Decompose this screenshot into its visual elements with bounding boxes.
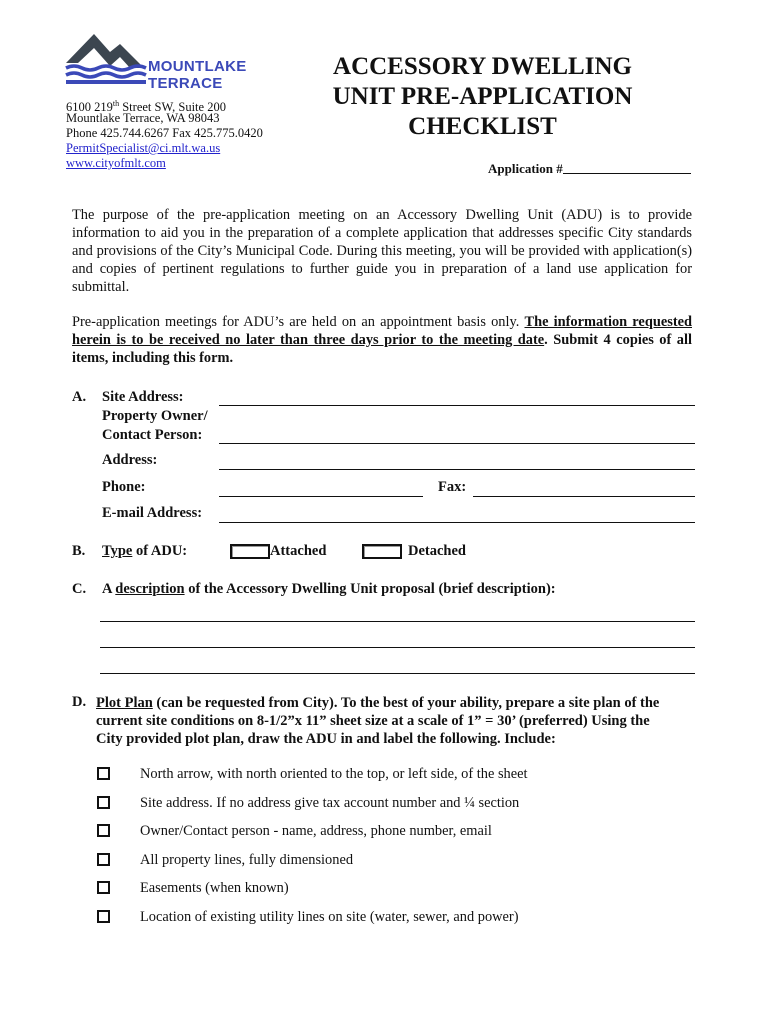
checkbox-icon[interactable]: [97, 796, 110, 809]
fax-field[interactable]: [473, 496, 695, 497]
checklist-item: Site address. If no address give tax account number and ¼ section: [140, 795, 520, 811]
attached-label: Attached: [270, 543, 327, 559]
section-c-letter: C.: [72, 581, 87, 597]
notice-paragraph: Pre-application meetings for ADU’s are held on an appointment basis only. The information requested herein is to be received no later than three days prior to the meeting date. Submit 4 copies of all items, including this form.: [72, 314, 692, 366]
description-prompt: A description of the Accessory Dwelling Unit proposal (brief description):: [102, 581, 556, 597]
checklist-item: All property lines, fully dimensioned: [140, 852, 354, 868]
email-label: E-mail Address:: [102, 505, 203, 521]
section-a-letter: A.: [72, 389, 87, 405]
description-line-3[interactable]: [100, 673, 695, 674]
logo-text-mountlake: MOUNTLAKE: [148, 58, 247, 75]
website-link[interactable]: www.cityofmlt.com: [66, 156, 166, 170]
application-number-field[interactable]: Application #: [488, 161, 691, 177]
section-d-letter: D.: [72, 694, 87, 710]
page-title: ACCESSORY DWELLING UNIT PRE-APPLICATION CHECKLIST: [332, 53, 633, 140]
checkbox-icon[interactable]: [97, 881, 110, 894]
address-label: Address:: [102, 452, 158, 468]
address-field[interactable]: [219, 469, 695, 470]
email-field[interactable]: [219, 522, 695, 523]
property-owner-label: Property Owner/: [102, 408, 208, 424]
checklist-item: North arrow, with north oriented to the top, or left side, of the sheet: [140, 766, 528, 782]
intro-paragraph: The purpose of the pre-application meeting on an Accessory Dwelling Unit (ADU) is to provide information to aid you in the preparation of a complete application that addresses specific City standards and provisions of the City’s Municipal Code. During this meeting, you will be provided with application(s) and copies of pertinent regulations to further guide you in preparation of a land use application for submittal.: [72, 207, 692, 295]
plot-plan-instructions: Plot Plan (can be requested from City). To the best of your ability, prepare a site plan of the current site conditions on 8-1/2”x 11” sheet size at a scale of 1” = 30’ (preferred) Using the City provided plot plan, draw the ADU in and label the following. Include:: [96, 695, 660, 747]
checklist-item: Location of existing utility lines on site (water, sewer, and power): [140, 909, 519, 925]
city-address: Mountlake Terrace, WA 98043: [66, 111, 220, 125]
email-link[interactable]: PermitSpecialist@ci.mlt.wa.us: [66, 141, 221, 155]
phone-label: Phone:: [102, 479, 146, 495]
site-address-label: Site Address:: [102, 389, 184, 405]
description-line-1[interactable]: [100, 621, 695, 622]
contact-person-field[interactable]: [219, 443, 695, 444]
checkbox-icon[interactable]: [97, 824, 110, 837]
checkbox-icon[interactable]: [97, 767, 110, 780]
checkbox-icon[interactable]: [97, 910, 110, 923]
attached-checkbox[interactable]: [230, 544, 270, 559]
city-logo-mountain-icon: [64, 30, 150, 86]
checkbox-icon[interactable]: [97, 853, 110, 866]
section-b-letter: B.: [72, 543, 86, 559]
detached-checkbox[interactable]: [362, 544, 402, 559]
contact-person-label: Contact Person:: [102, 427, 203, 443]
checklist-item: Easements (when known): [140, 880, 289, 896]
logo-text-terrace: TERRACE: [148, 75, 223, 92]
detached-label: Detached: [408, 543, 466, 559]
checklist-item: Owner/Contact person - name, address, phone number, email: [140, 823, 492, 839]
adu-type-label: Type of ADU:: [102, 543, 188, 559]
phone-field[interactable]: [219, 496, 423, 497]
site-address-field[interactable]: [219, 405, 695, 406]
phone-fax: Phone 425.744.6267 Fax 425.775.0420: [66, 126, 263, 140]
fax-label: Fax:: [438, 479, 467, 495]
description-line-2[interactable]: [100, 647, 695, 648]
street-address: 6100 219th Street SW, Suite 200: [66, 99, 226, 114]
